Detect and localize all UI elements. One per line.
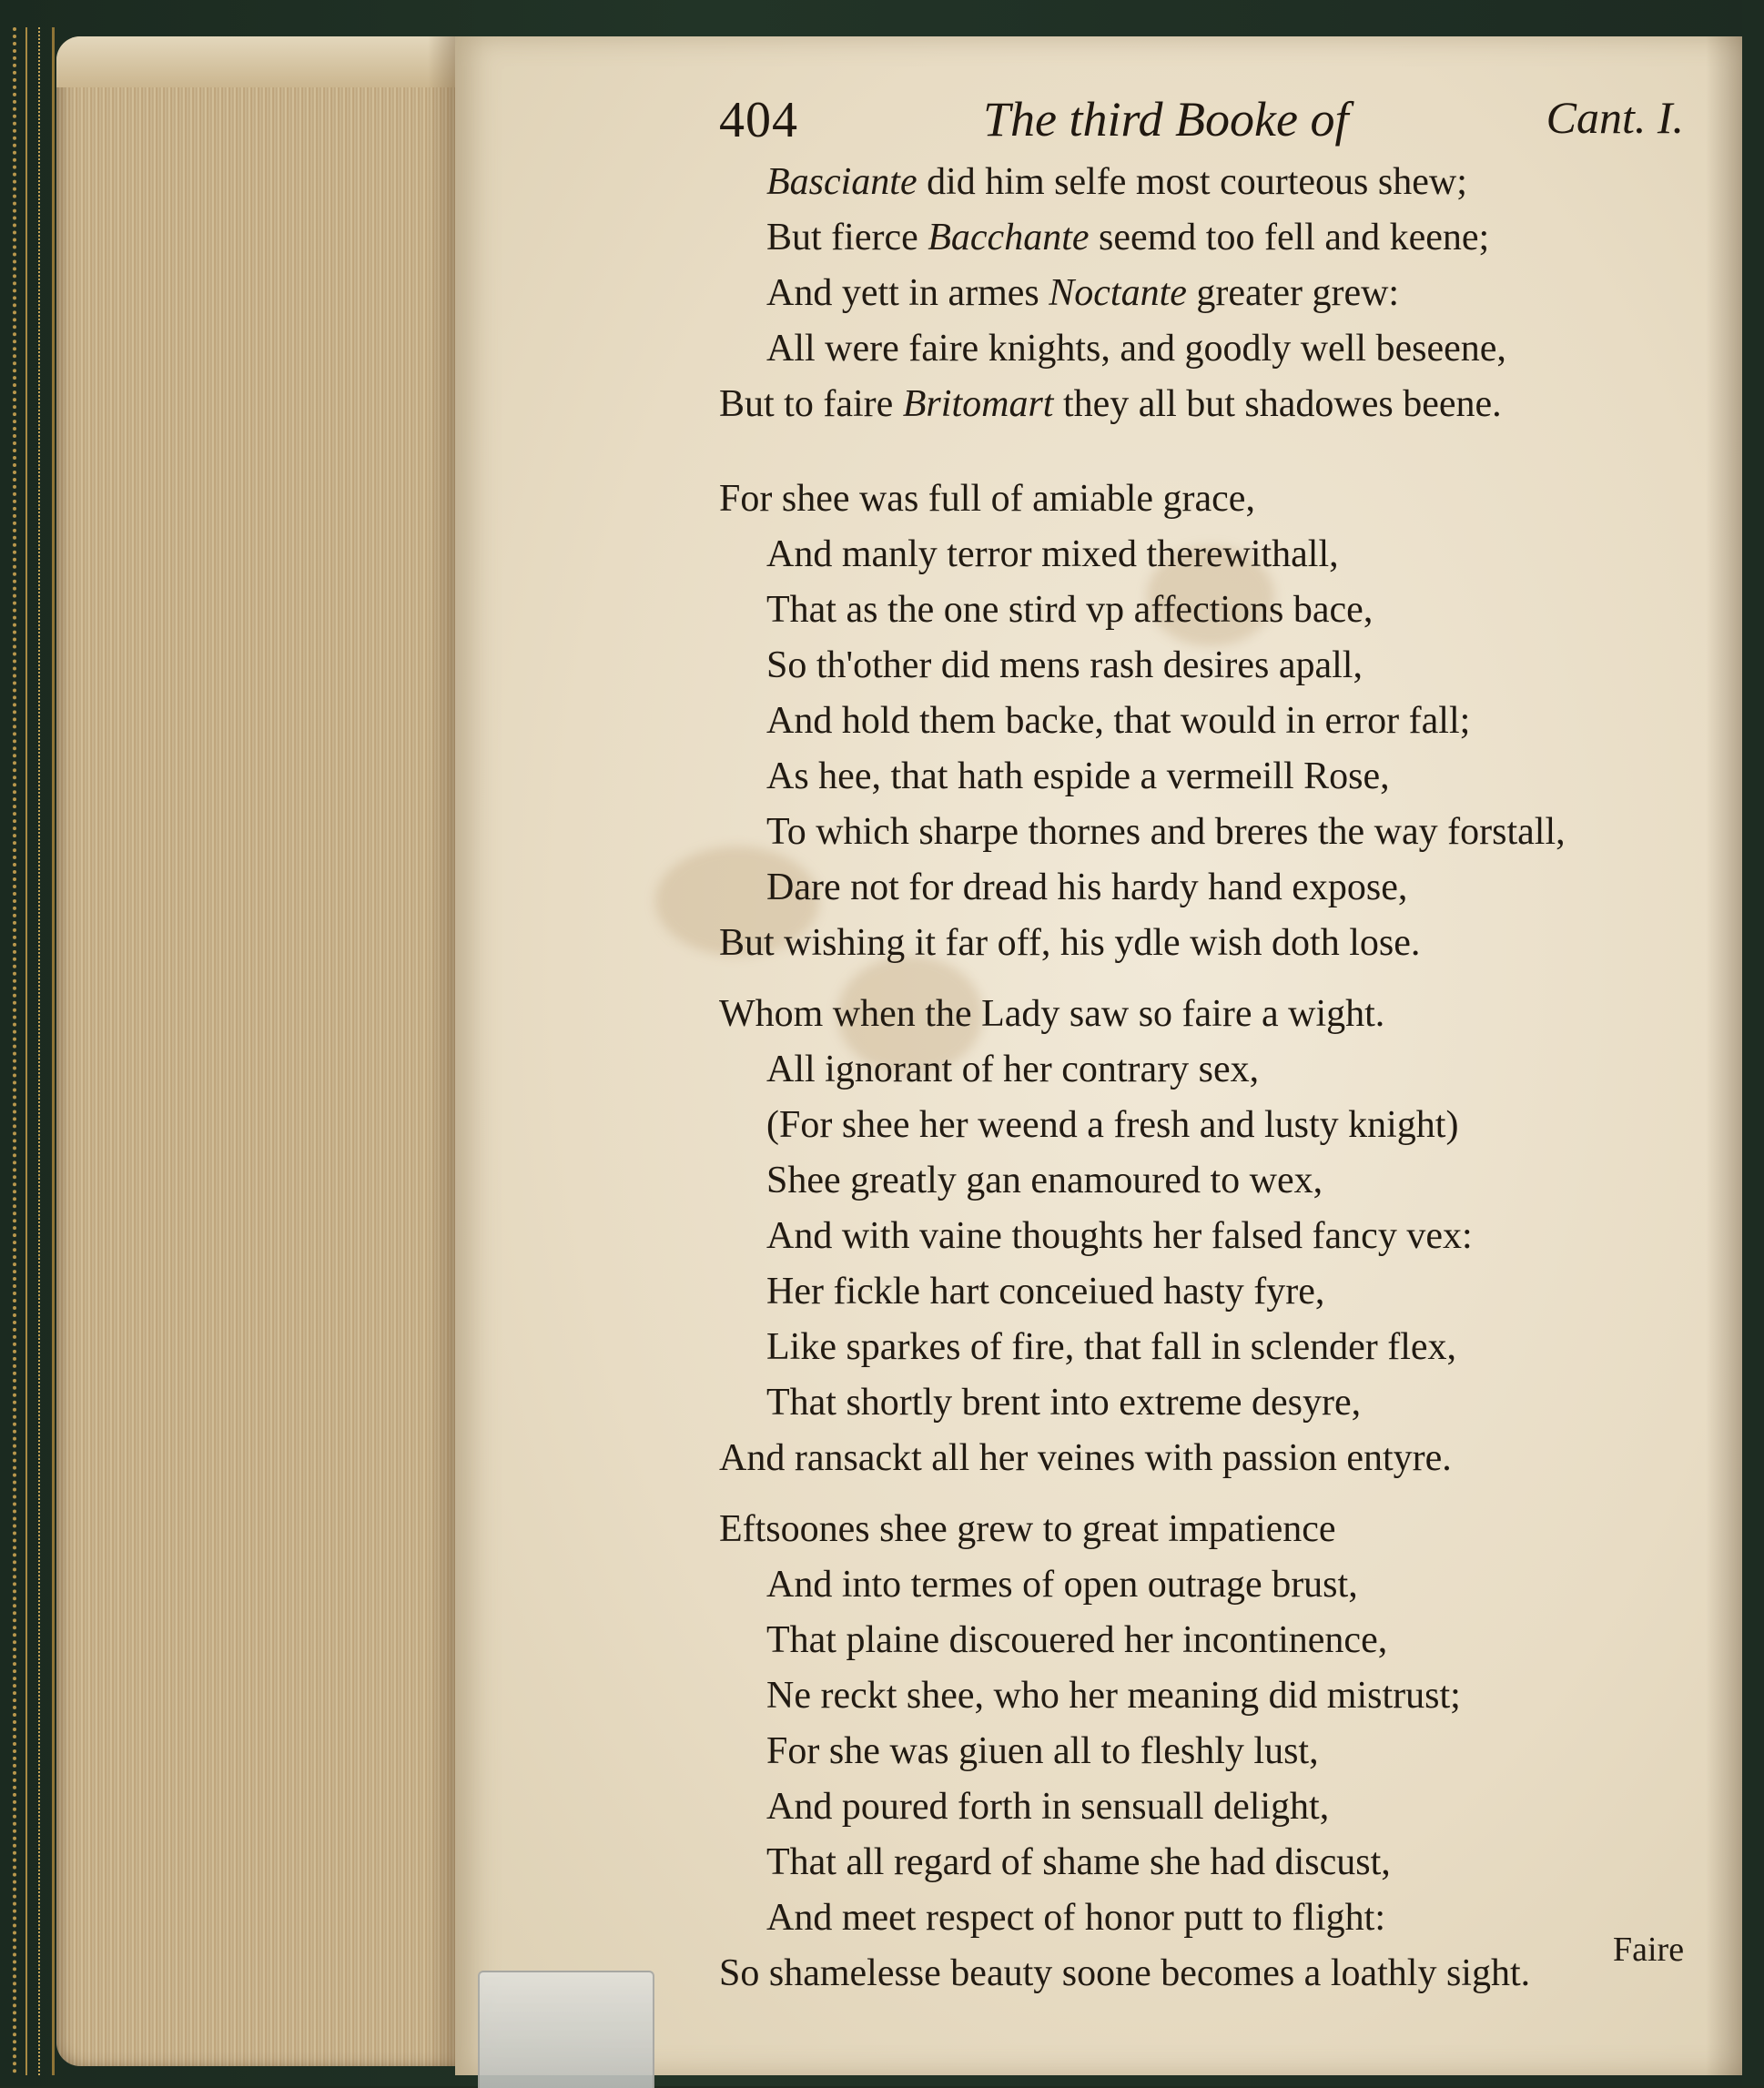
verse-line: [719, 266, 1506, 321]
italic-name: Bacchante: [928, 217, 1090, 258]
verse-text: Like sparkes of fire, that fall in sclender flex,: [766, 1326, 1457, 1368]
verse-text: That shortly brent into extreme desyre,: [766, 1382, 1362, 1424]
verse-text: But wishing it far off, his ydle wish doth lose.: [719, 922, 1421, 964]
verse-text: As hee, that hath espide a vermeill Rose,: [766, 755, 1390, 797]
verse-text: That as the one stird vp affections bace,: [766, 589, 1374, 631]
verse-text: Whom when the Lady saw so faire a wight.: [719, 993, 1385, 1035]
verse-line: [719, 1502, 1530, 1557]
verse-line: [719, 1153, 1473, 1209]
verse-text: And meet respect of honor putt to flight:: [766, 1897, 1386, 1939]
verse-text: And hold them backe, that would in error fall;: [766, 700, 1471, 742]
verse-line: [719, 1890, 1530, 1946]
verse-text: Her fickle hart conceiued hasty fyre,: [766, 1271, 1325, 1313]
verse-text: they all but shadowes beene.: [1053, 383, 1502, 425]
verse-text: And into termes of open outrage brust,: [766, 1564, 1358, 1606]
page-number: 404: [719, 92, 798, 148]
cover-edge: [1742, 0, 1764, 2086]
stanza-3: [719, 987, 1473, 1486]
verse-text: That all regard of shame she had discust,: [766, 1841, 1391, 1883]
italic-name: Noctante: [1049, 272, 1187, 314]
verse-line: [719, 1557, 1530, 1613]
running-title: The third Booke of: [983, 92, 1349, 147]
verse-line: [719, 638, 1566, 694]
verse-line: [719, 1264, 1473, 1320]
verse-line: [719, 1946, 1530, 2002]
verse-text: And yett in armes: [766, 272, 1049, 314]
verse-text: Dare not for dread his hardy hand expose,: [766, 867, 1408, 908]
verse-text: And manly terror mixed therewithall,: [766, 533, 1339, 575]
italic-name: Basciante: [766, 161, 917, 203]
verse-text: So shamelesse beauty soone becomes a loathly sight.: [719, 1952, 1531, 1994]
italic-name: Britomart: [902, 383, 1054, 425]
verse-line: [719, 583, 1566, 638]
stanza-2: [719, 471, 1566, 971]
verse-text: So th'other did mens rash desires apall,: [766, 644, 1363, 686]
verse-line: [719, 210, 1506, 266]
page-gutter: [1706, 36, 1742, 2075]
verse-line: [719, 527, 1566, 583]
verse-text: That plaine discouered her incontinence,: [766, 1619, 1388, 1661]
verse-text: And poured forth in sensuall delight,: [766, 1786, 1330, 1828]
book-page: [455, 36, 1742, 2075]
verse-line: [719, 1375, 1473, 1431]
page-clip: [478, 1971, 654, 2088]
verse-text: For she was giuen all to fleshly lust,: [766, 1730, 1319, 1772]
verse-line: [719, 1613, 1530, 1668]
canto-label: Cant. I.: [1546, 92, 1684, 143]
verse-line: [719, 805, 1566, 860]
verse-line: [719, 1835, 1530, 1890]
verse-line: [719, 471, 1566, 527]
verse-text: did him selfe most courteous shew;: [917, 161, 1467, 203]
verse-text: (For shee her weend a fresh and lusty knight): [766, 1104, 1459, 1146]
verse-text: To which sharpe thornes and breres the way forstall,: [766, 811, 1566, 853]
verse-text: greater grew:: [1186, 272, 1400, 314]
verse-line: [719, 1098, 1473, 1153]
verse-text: Shee greatly gan enamoured to wex,: [766, 1160, 1323, 1201]
verse-text: For shee was full of amiable grace,: [719, 478, 1255, 520]
verse-line: [719, 1042, 1473, 1098]
stanza-4: [719, 1502, 1530, 2002]
verse-line: [719, 1431, 1473, 1486]
verse-line: [719, 916, 1566, 971]
verse-text: All were faire knights, and goodly well beseene,: [766, 328, 1506, 370]
gilt-border: [13, 27, 55, 2075]
verse-text: But fierce: [766, 217, 928, 258]
verse-text: Eftsoones shee grew to great impatience: [719, 1508, 1336, 1550]
catchword: Faire: [1613, 1931, 1685, 1969]
verse-text: seemd too fell and keene;: [1089, 217, 1490, 258]
verse-text: And with vaine thoughts her falsed fancy vex:: [766, 1215, 1473, 1257]
verse-line: [719, 1724, 1530, 1779]
verse-line: [719, 377, 1506, 432]
verse-line: [719, 1320, 1473, 1375]
verse-text: And ransackt all her veines with passion entyre.: [719, 1437, 1452, 1479]
stanza-1: [719, 155, 1506, 432]
page-edges-top: [56, 36, 457, 87]
verse-line: [719, 1209, 1473, 1264]
verse-line: [719, 860, 1566, 916]
verse-text: All ignorant of her contrary sex,: [766, 1049, 1260, 1090]
verse-line: [719, 749, 1566, 805]
verse-text: But to faire: [719, 383, 903, 425]
page-edges: [56, 36, 457, 2066]
verse-text: Ne reckt shee, who her meaning did mistrust;: [766, 1675, 1461, 1717]
verse-line: [719, 987, 1473, 1042]
running-header: [719, 73, 1684, 155]
verse-line: [719, 694, 1566, 749]
verse-line: [719, 1668, 1530, 1724]
verse-line: [719, 155, 1506, 210]
verse-line: [719, 1779, 1530, 1835]
verse-line: [719, 321, 1506, 377]
